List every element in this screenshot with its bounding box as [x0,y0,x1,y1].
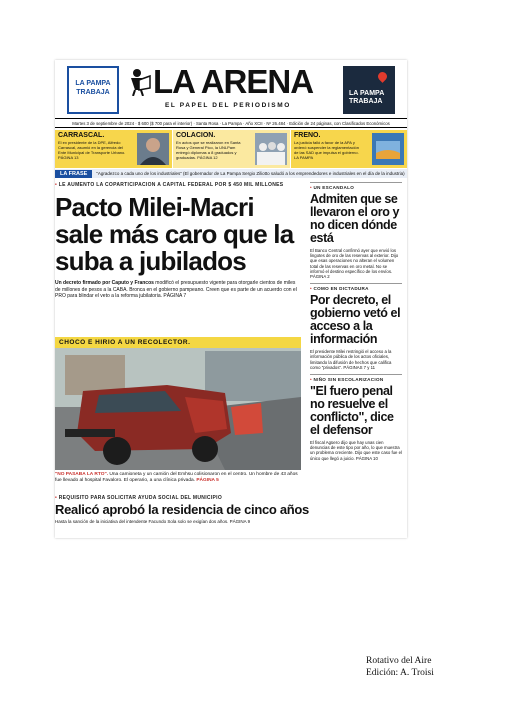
main-kicker: • LE AUMENTO LA COPARTICIPACION A CAPITAL FEDERAL POR $ 450 MIL MILLONES [55,182,301,188]
sidebar-headline[interactable]: Por decreto, el gobierno vetó el acceso a la información [310,293,401,347]
masthead [55,60,407,126]
main-deck-lead: Un decreto firmado por Caputo y Francos [55,280,154,286]
tagline: EL PAPEL DEL PERIODISMO [165,102,291,109]
bottom-kicker: • REQUISITO PARA SOLICITAR AYUDA SOCIAL DEL MUNICIPIO [55,495,222,501]
strip-box-carrascal[interactable] [55,130,172,168]
dateline: Martes 3 de septiembre de 2024 · $ 600 ($ 700 para el interior) · Santa Rosa · La Pampa · Año XCII · Nº 26.484 · Edición de 24 páginas, con Clasificados Económicos [55,118,407,128]
credits-line2: Edición: A. Troisi [366,668,434,678]
left-logo-line1: LA PAMPA [75,80,111,87]
la-frase-bar [55,169,407,178]
main-column [55,182,309,524]
main-deck-rest: modificó el presupuesto vigente para otorgarle cientos de miles de millones de pesos a la CABA. Bronca en el gobierno pampeano. Creen que es parte de un acuerdo con el PRO para blindar el veto a la reforma jubilatoria. PÁGINA 7 [55,280,297,299]
main-headline[interactable]: Pacto Milei-Macri sale más caro que la suba a jubilados [55,192,294,276]
caption-lead: "NO PASABA LA RTO". [55,472,109,477]
right-logo-line1: LA PAMPA [349,90,385,97]
photo-caption [55,472,301,484]
map-pin-icon [376,70,389,83]
strip-box-text: En actos que se realizaron en Santa Rosa y General Pico, la UNLPam entregó diplomas a 8 graduados y graduadas. PÁGINA 12 [176,140,241,160]
sidebar-text: El presidente Milei restringió el acceso a la información pública de los actos oficiales, limitando la difusión de hechos que califica como "privados". PÁGINAS 7 y 11 [310,349,392,370]
la-pampa-trabaja-logo-left [67,66,119,114]
crash-scene-illustration [55,337,301,470]
la-frase-text: "Agradezco a cada uno de los industriales" (El gobernador de La Pampa Sergio Ziliotto saludó a los emprendedores e industriales en el día de la industria) [96,171,405,176]
right-logo-line2: TRABAJA [349,98,383,105]
strip-box-title: COLACION. [176,132,216,139]
sidebar-story [310,374,402,461]
sidebar-headline[interactable]: Admiten que se llevaron el oro y no dicen dónde está [310,192,400,245]
photo-headline-band: CHOCO E HIRIO A UN RECOLECTOR. [55,337,301,348]
main-deck [55,280,301,300]
strip-box-text: La justicia falló a favor de la APA y ordenó suspender la reglamentación de las SAD que impulsa el gobierno. LA PAMPA [294,140,359,160]
sidebar-text: El Banco Central confirmó ayer que envió los lingotes de oro de las reservas al exterior. Dijo que esas operaciones no alteran el volumen total de las reservas en oro metal. No se informó el destino específico de los envíos. PÁGINA 2 [310,248,399,280]
left-logo-line2: TRABAJA [76,89,110,96]
strip-box-title: CARRASCAL. [58,132,105,139]
la-frase-label: LA FRASE [55,170,92,178]
sidebar-text: El fiscal Agüero dijo que hay unas cien denuncias de este tipo por año, lo que muestra un problema creciente. Dijo que este caso fue el único que llegó a juicio. PÁGINA 10 [310,440,402,461]
bottom-headline[interactable]: Realicó aprobó la residencia de cinco años [55,502,309,517]
strip-box-colacion[interactable] [173,130,290,168]
top-news-strip [55,130,407,168]
credits [366,655,434,679]
strip-box-freno[interactable] [291,130,407,168]
title-text: LA ARENA [153,63,314,100]
water-photo [372,133,404,165]
strip-box-title: FRENO. [294,132,321,139]
sidebar-story [310,283,402,370]
sidebar-kicker: • COMO EN DICTADURA [310,283,402,291]
sidebar-kicker: • UN ESCANDALO [310,182,402,190]
la-pampa-trabaja-logo-right [343,66,395,114]
newspaper-front-page [55,60,407,538]
crash-photo[interactable] [55,337,301,470]
sidebar-kicker: • NIÑO SIN ESCOLARIZACION [310,374,402,382]
sidebar-column [310,182,402,465]
caption-page: PÁGINA 5 [196,478,219,483]
portrait-photo [137,133,169,165]
credits-line1: Rotativo del Aire [366,656,432,666]
sidebar-story [310,182,402,279]
strip-box-text: El ex presidente de la DPE, Alfredo Carrascal, asumió en la gerencia del Ente Municipal de Transporte Urbano. PÁGINA 13 [58,140,126,160]
graduates-photo [255,133,287,165]
caption-text: Una camioneta y un camión del Emhsu colisionaron en el centro. Un hombre de 43 años fue llevado al hospital Favaloro. El operario, a una clínica privada. [55,472,298,483]
bottom-deck: Hasta la sanción de la iniciativa del intendente Facundo Sola solo se exigían dos años. PÁGINA 9 [55,519,251,524]
sidebar-headline[interactable]: "El fuero penal no resuelve el conflicto", dice el defensor [310,384,394,438]
newspaper-title [129,62,335,102]
reader-figure-icon [129,68,151,96]
